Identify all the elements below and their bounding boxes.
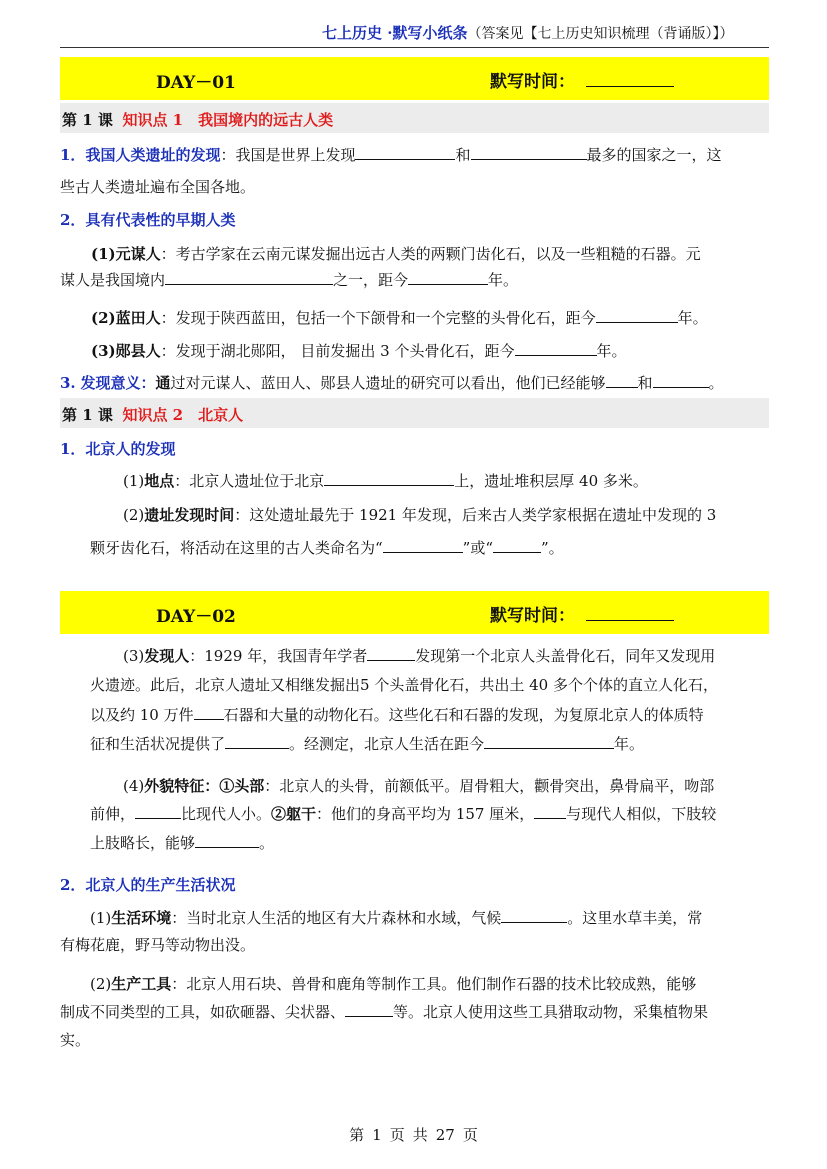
subitem-heading: (2)蓝田人 xyxy=(91,309,161,327)
header-note: （答案见【七上历史知识梳理（背诵版）】） xyxy=(467,26,734,42)
page-number: 1 xyxy=(372,1126,382,1144)
fill-blank[interactable] xyxy=(367,645,415,661)
subitem-heading: 生产工具 xyxy=(111,975,172,993)
subitem-heading: ②躯干 xyxy=(271,805,317,823)
fill-blank[interactable] xyxy=(408,269,488,285)
day-label: DAY－02 xyxy=(156,607,236,627)
fill-blank[interactable] xyxy=(653,372,709,388)
fill-blank[interactable] xyxy=(345,1001,393,1017)
paragraph-line: 制成不同类型的工具，如砍砸器、尖状器、 等。北京人使用这些工具猎取动物，采集植物果 xyxy=(60,1003,709,1021)
paragraph-line: 上肢略长，能够 。 xyxy=(90,834,275,852)
header-rule xyxy=(60,47,769,48)
day-01-banner xyxy=(60,57,769,100)
lesson-label: 第 1 课 xyxy=(62,406,113,424)
paragraph-line: 些古人类遗址遍布全国各地。 xyxy=(60,178,256,196)
paragraph-line: 征和生活状况提供了 。经测定，北京人生活在距今 年。 xyxy=(90,735,645,753)
page-total: 27 xyxy=(435,1126,455,1144)
subitem-heading: 外貌特征：①头部 xyxy=(144,777,265,795)
fill-blank[interactable] xyxy=(484,733,614,749)
paragraph-line: (2)蓝田人：发现于陕西蓝田，包括一个下颌骨和一个完整的头骨化石，距今 年。 xyxy=(91,309,708,327)
dictation-time-label: 默写时间： xyxy=(490,72,575,92)
subitem-heading: 遗址发现时间 xyxy=(144,506,235,524)
paragraph-line: 火遗迹。此后，北京人遗址又相继发掘出5 个头盖骨化石，共出土 40 多个个体的直立人化石， xyxy=(90,676,718,694)
paragraph-line: 谋人是我国境内 之一，距今 年。 xyxy=(60,271,519,289)
paragraph-line: (1)地点：北京人遗址位于北京 上，遗址堆积层厚 40 多米。 xyxy=(123,472,648,490)
item-heading: 2．具有代表性的早期人类 xyxy=(60,211,236,229)
knowledge-point-title: 知识点 2 北京人 xyxy=(122,406,244,424)
fill-blank[interactable] xyxy=(195,832,259,848)
paragraph-line: 颗牙齿化石，将活动在这里的古人类命名为“ ”或“ ”。 xyxy=(90,539,564,557)
fill-blank[interactable] xyxy=(606,372,638,388)
fill-blank[interactable] xyxy=(324,470,454,486)
fill-blank[interactable] xyxy=(471,144,587,160)
subitem-heading: 地点 xyxy=(144,472,175,490)
fill-blank[interactable] xyxy=(534,803,566,819)
lesson-label: 第 1 课 xyxy=(62,111,113,129)
item-heading: 2．北京人的生产生活状况 xyxy=(60,876,236,894)
fill-blank[interactable] xyxy=(596,307,678,323)
paragraph-line: 3. 发现意义：通过对元谋人、蓝田人、郧县人遗址的研究可以看出，他们已经能够 和 。 xyxy=(60,374,724,392)
paragraph-line: (3)发现人：1929 年，我国青年学者 发现第一个北京人头盖骨化石，同年又发现用 xyxy=(123,647,716,665)
knowledge-point-title: 知识点 1 我国境内的远古人类 xyxy=(122,111,334,129)
subitem-heading: (3)郧县人 xyxy=(91,342,161,360)
paragraph-line: 1．我国人类遗址的发现：我国是世界上发现 和 最多的国家之一，这 xyxy=(60,146,722,164)
page-footer: 第 1 页 共 27 页 xyxy=(349,1126,478,1144)
fill-blank[interactable] xyxy=(515,340,597,356)
section-header-2 xyxy=(60,398,769,428)
dictation-time-blank[interactable] xyxy=(586,620,674,621)
fill-blank[interactable] xyxy=(383,537,463,553)
day-02-banner xyxy=(60,591,769,634)
fill-blank[interactable] xyxy=(501,907,567,923)
page-header xyxy=(322,22,733,43)
item-heading: 1．北京人的发现 xyxy=(60,440,176,458)
paragraph-line: 以及约 10 万件 石器和大量的动物化石。这些化石和石器的发现，为复原北京人的体质特 xyxy=(90,706,704,724)
dictation-time-label: 默写时间： xyxy=(490,606,575,626)
fill-blank[interactable] xyxy=(355,144,455,160)
item-heading: 我国人类遗址的发现 xyxy=(85,146,221,164)
paragraph-line: (4)外貌特征：①头部：北京人的头骨，前额低平。眉骨粗大，颧骨突出，鼻骨扁平，吻部 xyxy=(123,777,715,795)
subitem-heading: (1)元谋人 xyxy=(91,245,161,263)
paragraph-line: 实。 xyxy=(60,1031,91,1049)
fill-blank[interactable] xyxy=(493,537,541,553)
paragraph-line: (2)生产工具：北京人用石块、兽骨和鹿角等制作工具。他们制作石器的技术比较成熟，能够 xyxy=(90,975,697,993)
paragraph-line: 有梅花鹿，野马等动物出没。 xyxy=(60,936,256,954)
paragraph-line: (3)郧县人：发现于湖北郧阳， 目前发掘出 3 个头骨化石，距今 年。 xyxy=(91,342,627,360)
day-label: DAY－01 xyxy=(156,73,236,93)
fill-blank[interactable] xyxy=(135,803,181,819)
paragraph-line: 前伸， 比现代人小。②躯干：他们的身高平均为 157 厘米， 与现代人相似，下肢较 xyxy=(90,805,717,823)
paragraph-line: (1)元谋人：考古学家在云南元谋发掘出远古人类的两颗门齿化石，以及一些粗糙的石器。元 xyxy=(91,245,701,263)
paragraph-line: (1)生活环境：当时北京人生活的地区有大片森林和水域，气候 。这里水草丰美，常 xyxy=(90,909,703,927)
subitem-heading: 发现人 xyxy=(144,647,190,665)
header-title: 七上历史 ·默写小纸条 xyxy=(322,24,468,42)
fill-blank[interactable] xyxy=(165,269,333,285)
paragraph-line: (2)遗址发现时间：这处遗址最先于 1921 年发现，后来古人类学家根据在遗址中发现的 3 xyxy=(123,506,717,524)
subitem-heading: 生活环境 xyxy=(111,909,172,927)
section-header-1 xyxy=(60,103,769,133)
fill-blank[interactable] xyxy=(194,704,224,720)
item-heading: 发现意义： xyxy=(80,374,156,392)
dictation-time-blank[interactable] xyxy=(586,86,674,87)
fill-blank[interactable] xyxy=(225,733,289,749)
